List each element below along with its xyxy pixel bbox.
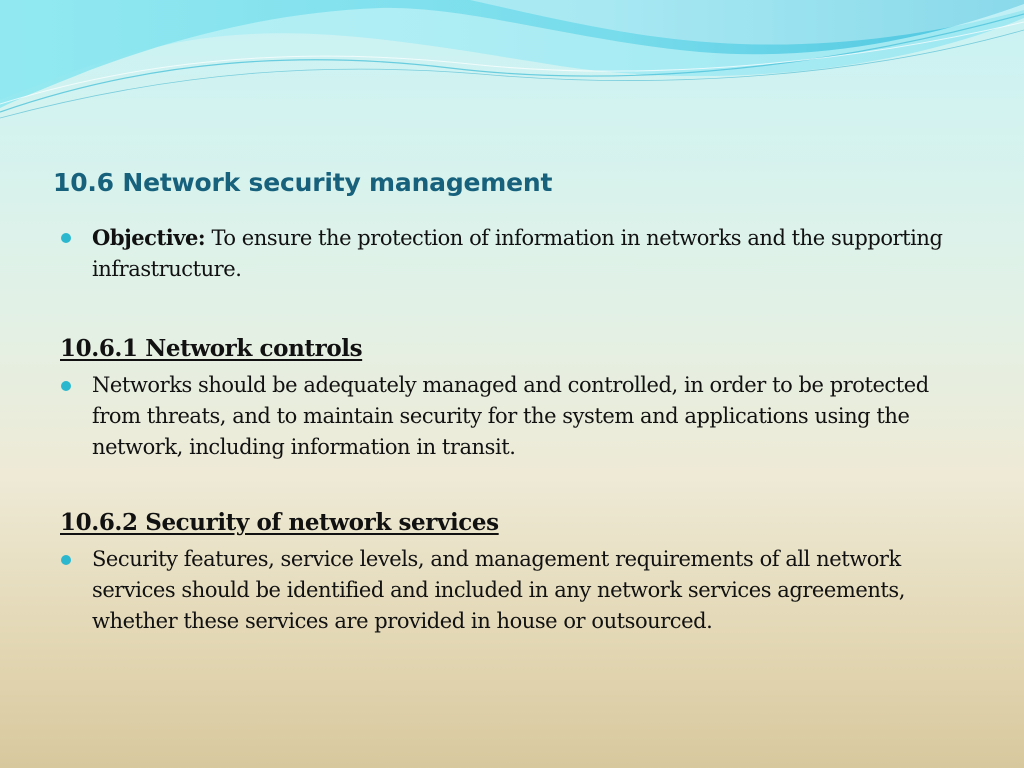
- bullet-dot-icon: [61, 233, 71, 243]
- objective-bullet: [60, 222, 980, 285]
- bullet-dot-icon: [61, 381, 71, 391]
- slide-body: [60, 222, 980, 637]
- header-wave-decoration: [0, 0, 1024, 130]
- slide-title: 10.6 Network security management: [53, 168, 553, 197]
- network-controls-bullet: [60, 370, 980, 463]
- network-services-bullet: [60, 544, 980, 637]
- section-heading-network-controls: 10.6.1 Network controls: [60, 335, 363, 362]
- objective-text: To ensure the protection of information in networks and the supporting infrastructure.: [92, 226, 943, 281]
- objective-label: Objective:: [92, 225, 206, 250]
- network-services-text: Security features, service levels, and management requirements of all network services should be identified and included in any network services agreements, whether these services are provided in house or outsourced.: [92, 547, 905, 633]
- section-heading-security-of-network-services: 10.6.2 Security of network services: [60, 509, 499, 536]
- network-controls-text: Networks should be adequately managed and controlled, in order to be protected from threats, and to maintain security for the system and applications using the network, including information in transit.: [92, 373, 929, 459]
- bullet-dot-icon: [61, 555, 71, 565]
